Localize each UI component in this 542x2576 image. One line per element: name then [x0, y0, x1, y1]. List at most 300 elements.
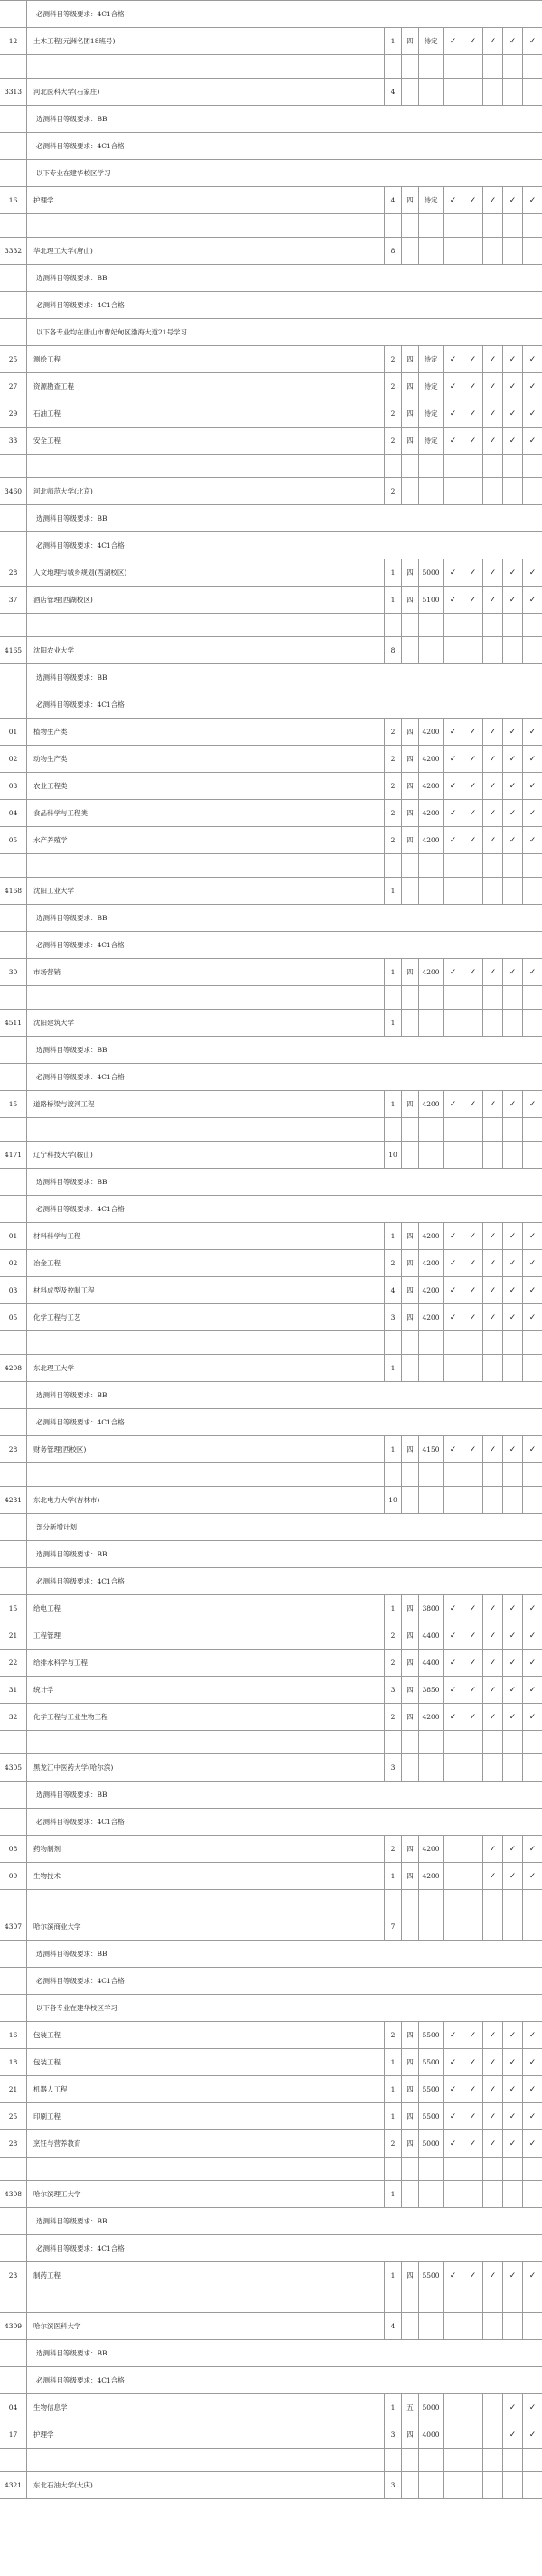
- subject-mark-2: ✓: [482, 2262, 502, 2289]
- code-cell: 03: [0, 773, 27, 799]
- tuition-fee: 4200: [418, 1091, 443, 1117]
- table-row-req: [0, 1037, 542, 1064]
- study-years: [401, 1731, 418, 1753]
- subject-mark-2: ✓: [482, 2049, 502, 2075]
- subject-mark-0: ✓: [443, 428, 463, 454]
- subject-mark-4: ✓: [522, 1622, 542, 1649]
- study-years: 四: [401, 1091, 418, 1117]
- subject-mark-3: [502, 2181, 522, 2207]
- subject-mark-2: [482, 1890, 502, 1913]
- subject-mark-4: [522, 637, 542, 663]
- subject-mark-3: [502, 854, 522, 877]
- study-years: [401, 214, 418, 237]
- code-cell: [0, 1541, 27, 1567]
- code-cell: [0, 1968, 27, 1994]
- tuition-fee: [418, 2313, 443, 2339]
- subject-mark-4: ✓: [522, 1436, 542, 1462]
- major-name: 植物生产类: [33, 728, 68, 736]
- school-name: 华北理工大学(唐山): [33, 247, 93, 255]
- code-cell: [0, 1568, 27, 1594]
- subject-mark-2: [482, 1010, 502, 1036]
- subject-mark-3: ✓: [502, 28, 522, 54]
- subject-mark-3: ✓: [502, 1704, 522, 1730]
- subject-mark-4: [522, 2181, 542, 2207]
- table-row-req: [0, 2367, 542, 2394]
- subject-mark-0: ✓: [443, 773, 463, 799]
- study-years: [401, 1331, 418, 1354]
- study-years: [401, 2289, 418, 2312]
- subject-mark-3: ✓: [502, 187, 522, 213]
- table-row-req: [0, 532, 542, 559]
- subject-mark-1: ✓: [463, 827, 482, 853]
- study-years: 四: [401, 1436, 418, 1462]
- school-name: 沈阳工业大学: [33, 887, 74, 895]
- code-cell: [0, 614, 27, 636]
- subject-mark-3: ✓: [502, 800, 522, 826]
- subject-mark-0: ✓: [443, 2103, 463, 2129]
- subject-mark-4: ✓: [522, 719, 542, 745]
- study-years: [401, 2181, 418, 2207]
- study-years: 四: [401, 2262, 418, 2289]
- subject-mark-2: [482, 455, 502, 477]
- code-cell: 32: [0, 1704, 27, 1730]
- subject-mark-0: ✓: [443, 1436, 463, 1462]
- major-name: 生物技术: [33, 1872, 61, 1880]
- subject-mark-3: [502, 2289, 522, 2312]
- table-row-req: [0, 160, 542, 187]
- subject-mark-1: [463, 79, 482, 105]
- table-row-major: [0, 1304, 542, 1331]
- tuition-fee: 5500: [418, 2262, 443, 2289]
- code-cell: [0, 1196, 27, 1222]
- subject-mark-1: ✓: [463, 2076, 482, 2102]
- subject-mark-0: [443, 2472, 463, 2498]
- code-cell: [0, 905, 27, 931]
- subject-mark-1: [463, 1731, 482, 1753]
- tuition-fee: 4200: [418, 746, 443, 772]
- code-cell: 4168: [0, 878, 27, 904]
- table-row-blank: [0, 455, 542, 478]
- subject-mark-2: [482, 79, 502, 105]
- subject-mark-1: ✓: [463, 373, 482, 400]
- code-cell: 28: [0, 2130, 27, 2157]
- code-cell: [0, 106, 27, 132]
- study-years: [401, 1913, 418, 1940]
- subject-mark-1: ✓: [463, 746, 482, 772]
- table-row-major: [0, 2262, 542, 2289]
- code-cell: [0, 1731, 27, 1753]
- table-row-req: [0, 1169, 542, 1196]
- subject-mark-1: [463, 2158, 482, 2180]
- subject-mark-0: ✓: [443, 2049, 463, 2075]
- plan-count: 2: [384, 2022, 401, 2048]
- subject-mark-4: [522, 1355, 542, 1381]
- school-name: 河北医科大学(石家庄): [33, 88, 100, 96]
- code-cell: [0, 1995, 27, 2021]
- code-cell: 31: [0, 1677, 27, 1703]
- code-cell: [0, 265, 27, 291]
- subject-mark-3: ✓: [502, 428, 522, 454]
- table-row-req: [0, 1514, 542, 1541]
- study-years: 四: [401, 559, 418, 586]
- subject-mark-0: ✓: [443, 187, 463, 213]
- tuition-fee: [418, 878, 443, 904]
- subject-mark-1: [463, 2394, 482, 2421]
- plan-count: 1: [384, 2103, 401, 2129]
- plan-count: 2: [384, 719, 401, 745]
- subject-mark-3: ✓: [502, 2022, 522, 2048]
- requirement-note: [27, 1118, 384, 1141]
- tuition-fee: [418, 478, 443, 504]
- code-cell: 23: [0, 2262, 27, 2289]
- table-row-req: [0, 265, 542, 292]
- table-row-blank: [0, 55, 542, 79]
- tuition-fee: 4400: [418, 1622, 443, 1649]
- code-cell: [0, 1331, 27, 1354]
- study-years: 四: [401, 1277, 418, 1303]
- plan-count: 1: [384, 2262, 401, 2289]
- tuition-fee: [418, 79, 443, 105]
- study-years: 四: [401, 1595, 418, 1622]
- table-row-major: [0, 587, 542, 614]
- subject-mark-2: ✓: [482, 346, 502, 372]
- subject-mark-2: [482, 1355, 502, 1381]
- subject-mark-0: [443, 455, 463, 477]
- requirement-note: [27, 2289, 384, 2312]
- subject-mark-0: [443, 1463, 463, 1486]
- subject-mark-4: ✓: [522, 1223, 542, 1249]
- major-name: 材料科学与工程: [33, 1232, 81, 1240]
- subject-mark-4: ✓: [522, 2049, 542, 2075]
- tuition-fee: 4200: [418, 1250, 443, 1276]
- school-name: 辽宁科技大学(鞍山): [33, 1151, 93, 1159]
- subject-mark-1: [463, 637, 482, 663]
- plan-count: 2: [384, 746, 401, 772]
- tuition-fee: 4400: [418, 1650, 443, 1676]
- subject-mark-0: [443, 2158, 463, 2180]
- major-name: 石油工程: [33, 409, 61, 418]
- tuition-fee: 5500: [418, 2076, 443, 2102]
- school-name: 河北师范大学(北京): [33, 487, 93, 495]
- subject-mark-2: [482, 637, 502, 663]
- subject-mark-0: ✓: [443, 1677, 463, 1703]
- tuition-fee: 5500: [418, 2103, 443, 2129]
- school-name: 东北电力大学(吉林市): [33, 1496, 100, 1504]
- subject-mark-4: [522, 1118, 542, 1141]
- code-cell: [0, 505, 27, 531]
- code-cell: 18: [0, 2049, 27, 2075]
- tuition-fee: 待定: [418, 373, 443, 400]
- subject-mark-0: ✓: [443, 959, 463, 985]
- school-name: 黑龙江中医药大学(哈尔滨): [33, 1763, 114, 1772]
- code-cell: [0, 2289, 27, 2312]
- subject-mark-1: [463, 1890, 482, 1913]
- tuition-fee: 4200: [418, 1863, 443, 1889]
- table-row-req: [0, 292, 542, 319]
- plan-count: 1: [384, 959, 401, 985]
- study-years: [401, 478, 418, 504]
- requirement-note: 以下各专业均在唐山市曹妃甸区渤海大道21号学习: [36, 328, 188, 336]
- subject-mark-3: [502, 1890, 522, 1913]
- study-years: [401, 1118, 418, 1141]
- subject-mark-1: [463, 854, 482, 877]
- plan-count: 2: [384, 773, 401, 799]
- code-cell: 21: [0, 1622, 27, 1649]
- plan-count: 2: [384, 1704, 401, 1730]
- requirement-note: 必测科目等级要求：4C1合格: [36, 1073, 125, 1081]
- subject-mark-3: [502, 1754, 522, 1781]
- code-cell: 12: [0, 28, 27, 54]
- plan-count: 1: [384, 28, 401, 54]
- major-name: 安全工程: [33, 437, 61, 445]
- table-row-req: [0, 106, 542, 133]
- subject-mark-2: ✓: [482, 400, 502, 427]
- plan-count: 2: [384, 400, 401, 427]
- major-name: 护理学: [33, 196, 54, 204]
- subject-mark-4: [522, 2158, 542, 2180]
- subject-mark-0: ✓: [443, 2130, 463, 2157]
- requirement-note: 部分新增计划: [36, 1523, 77, 1531]
- table-row-req: [0, 1809, 542, 1836]
- table-row-major: [0, 1836, 542, 1863]
- subject-mark-3: ✓: [502, 1622, 522, 1649]
- plan-count: 2: [384, 800, 401, 826]
- subject-mark-0: ✓: [443, 827, 463, 853]
- table-row-major: [0, 2103, 542, 2130]
- subject-mark-2: [482, 2313, 502, 2339]
- subject-mark-3: [502, 1331, 522, 1354]
- code-cell: [0, 2208, 27, 2234]
- subject-mark-1: [463, 2421, 482, 2448]
- tuition-fee: 4200: [418, 1836, 443, 1862]
- subject-mark-0: ✓: [443, 719, 463, 745]
- subject-mark-1: ✓: [463, 1091, 482, 1117]
- subject-mark-1: [463, 214, 482, 237]
- table-row-major: [0, 28, 542, 55]
- subject-mark-4: [522, 2472, 542, 2498]
- subject-mark-4: ✓: [522, 773, 542, 799]
- tuition-fee: [418, 854, 443, 877]
- subject-mark-0: ✓: [443, 1704, 463, 1730]
- table-row-req: [0, 1196, 542, 1223]
- subject-mark-3: ✓: [502, 1091, 522, 1117]
- subject-mark-1: ✓: [463, 400, 482, 427]
- plan-count: 4: [384, 79, 401, 105]
- major-name: 给电工程: [33, 1604, 61, 1612]
- subject-mark-4: ✓: [522, 959, 542, 985]
- requirement-note: [27, 854, 384, 877]
- table-row-major: [0, 373, 542, 400]
- major-name: 制药工程: [33, 2271, 61, 2280]
- table-row-major: [0, 1250, 542, 1277]
- requirement-note: 必测科目等级要求：4C1合格: [36, 1818, 125, 1826]
- subject-mark-4: ✓: [522, 1595, 542, 1622]
- requirement-note: 选测科目等级要求：BB: [36, 1046, 107, 1054]
- subject-mark-4: [522, 986, 542, 1009]
- major-name: 食品科学与工程类: [33, 809, 88, 817]
- subject-mark-2: [482, 1487, 502, 1513]
- subject-mark-0: [443, 986, 463, 1009]
- subject-mark-0: [443, 1863, 463, 1889]
- tuition-fee: 5000: [418, 559, 443, 586]
- subject-mark-1: ✓: [463, 1677, 482, 1703]
- subject-mark-1: [463, 1863, 482, 1889]
- requirement-note: [27, 2449, 384, 2471]
- subject-mark-4: [522, 1913, 542, 1940]
- subject-mark-4: ✓: [522, 1704, 542, 1730]
- subject-mark-4: ✓: [522, 1650, 542, 1676]
- study-years: 四: [401, 2076, 418, 2102]
- tuition-fee: 4200: [418, 1704, 443, 1730]
- code-cell: 4208: [0, 1355, 27, 1381]
- table-row-major: [0, 559, 542, 587]
- code-cell: [0, 319, 27, 345]
- subject-mark-3: ✓: [502, 827, 522, 853]
- table-row-req: [0, 1382, 542, 1409]
- requirement-note: 必测科目等级要求：4C1合格: [36, 10, 125, 18]
- plan-count: [384, 1463, 401, 1486]
- table-row-major: [0, 1863, 542, 1890]
- plan-count: 2: [384, 373, 401, 400]
- code-cell: 4305: [0, 1754, 27, 1781]
- tuition-fee: 4200: [418, 719, 443, 745]
- tuition-fee: [418, 1463, 443, 1486]
- subject-mark-3: ✓: [502, 400, 522, 427]
- study-years: [401, 637, 418, 663]
- study-years: 四: [401, 373, 418, 400]
- subject-mark-1: [463, 1142, 482, 1168]
- study-years: 四: [401, 400, 418, 427]
- subject-mark-3: ✓: [502, 587, 522, 613]
- school-name: 哈尔滨医科大学: [33, 2322, 81, 2330]
- subject-mark-2: [482, 2158, 502, 2180]
- tuition-fee: [418, 614, 443, 636]
- plan-count: 3: [384, 2472, 401, 2498]
- subject-mark-1: ✓: [463, 1277, 482, 1303]
- subject-mark-3: ✓: [502, 2103, 522, 2129]
- code-cell: [0, 691, 27, 718]
- subject-mark-4: [522, 1754, 542, 1781]
- subject-mark-4: [522, 214, 542, 237]
- subject-mark-4: ✓: [522, 1277, 542, 1303]
- subject-mark-2: [482, 2289, 502, 2312]
- table-row-major: [0, 800, 542, 827]
- tuition-fee: 4200: [418, 800, 443, 826]
- requirement-note: 选测科目等级要求：BB: [36, 914, 107, 922]
- code-cell: 4308: [0, 2181, 27, 2207]
- subject-mark-2: ✓: [482, 373, 502, 400]
- subject-mark-2: ✓: [482, 1250, 502, 1276]
- subject-mark-0: ✓: [443, 1223, 463, 1249]
- subject-mark-4: [522, 878, 542, 904]
- code-cell: 28: [0, 559, 27, 586]
- subject-mark-0: [443, 1010, 463, 1036]
- subject-mark-2: ✓: [482, 800, 502, 826]
- subject-mark-4: [522, 55, 542, 78]
- table-row-req: [0, 2340, 542, 2367]
- study-years: 四: [401, 2130, 418, 2157]
- tuition-fee: 3800: [418, 1595, 443, 1622]
- subject-mark-3: ✓: [502, 1677, 522, 1703]
- tuition-fee: [418, 1355, 443, 1381]
- subject-mark-1: ✓: [463, 2049, 482, 2075]
- subject-mark-4: [522, 1890, 542, 1913]
- tuition-fee: 4200: [418, 1277, 443, 1303]
- subject-mark-4: [522, 478, 542, 504]
- major-name: 工程管理: [33, 1631, 61, 1640]
- table-row-blank: [0, 1731, 542, 1754]
- plan-count: 2: [384, 1622, 401, 1649]
- plan-count: 3: [384, 2421, 401, 2448]
- subject-mark-2: ✓: [482, 2076, 502, 2102]
- subject-mark-4: ✓: [522, 1091, 542, 1117]
- code-cell: 4165: [0, 637, 27, 663]
- tuition-fee: [418, 1118, 443, 1141]
- plan-count: 2: [384, 2130, 401, 2157]
- tuition-fee: 4200: [418, 773, 443, 799]
- subject-mark-1: [463, 1836, 482, 1862]
- requirement-note: [27, 455, 384, 477]
- tuition-fee: 4150: [418, 1436, 443, 1462]
- school-name: 沈阳建筑大学: [33, 1019, 74, 1027]
- requirement-note: [27, 55, 384, 78]
- table-row-req: [0, 1541, 542, 1568]
- requirement-note: 选测科目等级要求：BB: [36, 514, 107, 522]
- subject-mark-1: [463, 1355, 482, 1381]
- table-row-school: [0, 478, 542, 505]
- table-row-major: [0, 2049, 542, 2076]
- table-row-blank: [0, 614, 542, 637]
- tuition-fee: 4200: [418, 959, 443, 985]
- subject-mark-2: [482, 1331, 502, 1354]
- requirement-note: [27, 1331, 384, 1354]
- subject-mark-4: [522, 1010, 542, 1036]
- tuition-fee: [418, 1487, 443, 1513]
- subject-mark-2: ✓: [482, 1091, 502, 1117]
- table-row-major: [0, 1223, 542, 1250]
- plan-count: 10: [384, 1487, 401, 1513]
- plan-count: [384, 986, 401, 1009]
- table-row-school: [0, 1142, 542, 1169]
- code-cell: 15: [0, 1091, 27, 1117]
- subject-mark-0: [443, 1836, 463, 1862]
- subject-mark-4: ✓: [522, 2421, 542, 2448]
- subject-mark-1: ✓: [463, 428, 482, 454]
- subject-mark-1: [463, 2313, 482, 2339]
- code-cell: [0, 1890, 27, 1913]
- subject-mark-4: ✓: [522, 559, 542, 586]
- study-years: 五: [401, 2394, 418, 2421]
- table-row-major: [0, 1091, 542, 1118]
- requirement-note: 选测科目等级要求：BB: [36, 115, 107, 123]
- code-cell: 4511: [0, 1010, 27, 1036]
- subject-mark-3: ✓: [502, 1304, 522, 1330]
- study-years: [401, 1754, 418, 1781]
- subject-mark-0: [443, 1890, 463, 1913]
- subject-mark-3: [502, 1355, 522, 1381]
- code-cell: 33: [0, 428, 27, 454]
- table-row-school: [0, 2313, 542, 2340]
- subject-mark-0: ✓: [443, 2022, 463, 2048]
- table-row-major: [0, 2130, 542, 2158]
- table-row-school: [0, 1754, 542, 1782]
- major-name: 市场营销: [33, 968, 61, 976]
- subject-mark-2: ✓: [482, 559, 502, 586]
- subject-mark-4: ✓: [522, 587, 542, 613]
- code-cell: 4307: [0, 1913, 27, 1940]
- tuition-fee: [418, 1331, 443, 1354]
- plan-count: [384, 1118, 401, 1141]
